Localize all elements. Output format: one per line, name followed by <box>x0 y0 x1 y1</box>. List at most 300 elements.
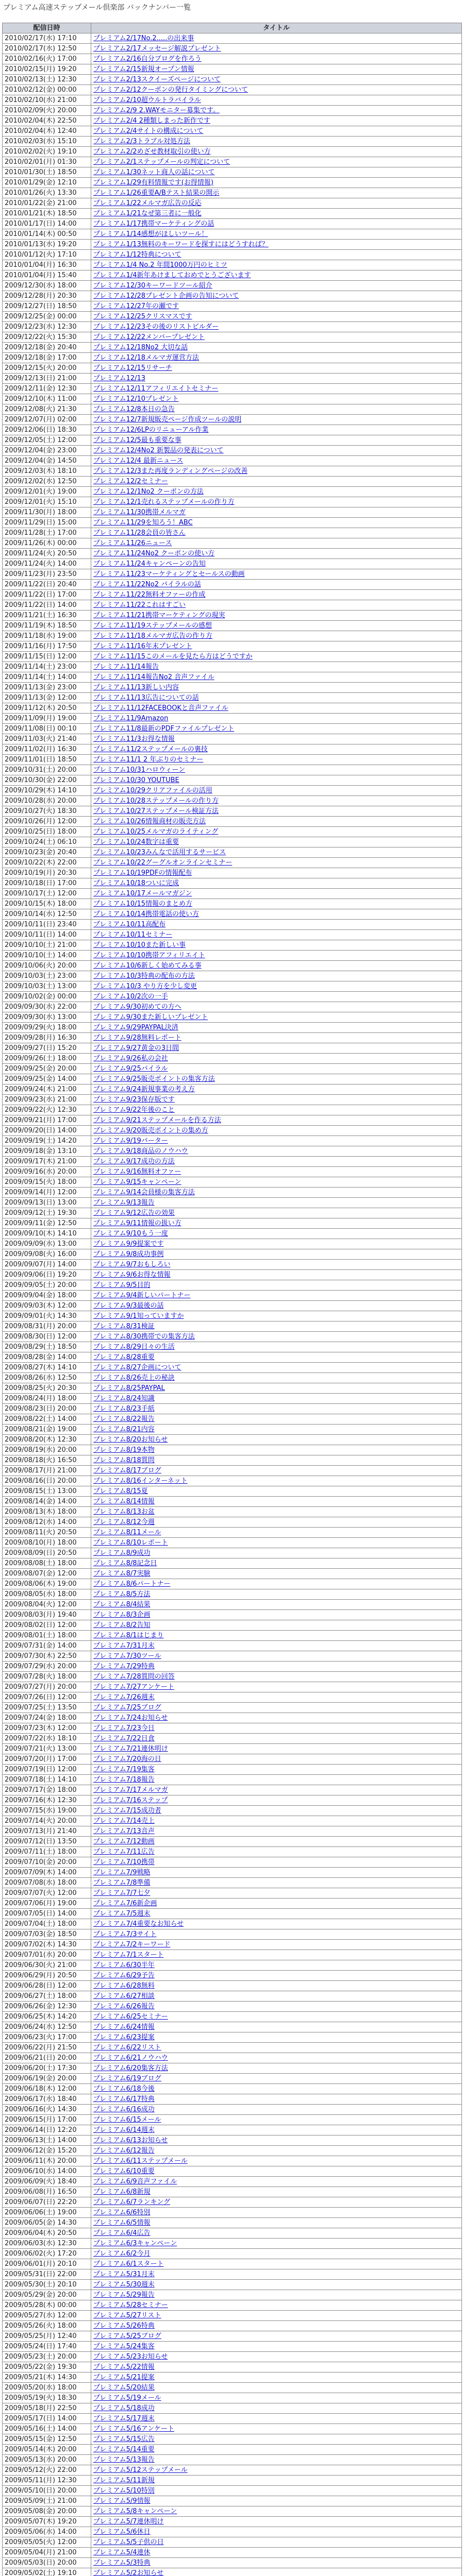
table-row <box>3 250 462 260</box>
row-title-link[interactable]: プレミアム10/28ステップメールの作り方 <box>93 797 219 805</box>
row-title-link[interactable]: プレミアム5/20結果 <box>93 2384 155 2392</box>
table-row <box>3 116 462 126</box>
row-title-link[interactable]: プレミアム7/19集客 <box>93 1766 155 1773</box>
row-title-link[interactable]: プレミアム2/10超ウルトラバイラル <box>93 96 201 104</box>
row-title-link[interactable]: プレミアム9/30初めての方へ <box>93 1003 181 1011</box>
table-row <box>3 1064 462 1074</box>
row-date: 2009/12/30(水) 18:00 <box>3 281 91 291</box>
row-title-link[interactable]: プレミアム10/14携帯電話の使い方 <box>93 910 199 918</box>
row-title-link[interactable]: プレミアム12/6LPのリニューアル作業 <box>93 426 208 434</box>
row-title-link[interactable]: プレミアム8/10レポート <box>93 1539 168 1547</box>
row-title-link[interactable]: プレミアム12/10プレゼント <box>93 395 179 403</box>
row-title-link[interactable]: プレミアム5/18成功 <box>93 2404 155 2412</box>
row-title-link[interactable]: プレミアム5/30週末 <box>93 2281 155 2289</box>
row-title-link[interactable]: プレミアム12/2セミナー <box>93 478 168 485</box>
row-title-link[interactable]: プレミアム9/3最後の話 <box>93 1302 164 1310</box>
row-title-link[interactable]: プレミアム5/23お知らせ <box>93 2353 168 2361</box>
row-title-link[interactable]: プレミアム1/4 No.2 年間1000万円のヒミツ <box>93 261 227 269</box>
row-title-link[interactable]: プレミアム6/6特別 <box>93 2209 151 2216</box>
row-title-link[interactable]: プレミアム11/2ステップメールの裏技 <box>93 745 208 753</box>
row-title-link[interactable]: プレミアム8/1はじまり <box>93 1632 164 1639</box>
row-title-link[interactable]: プレミアム12/5最も重要な事 <box>93 436 181 444</box>
row-title-link[interactable]: プレミアム7/12動画 <box>93 1838 155 1845</box>
row-title-link[interactable]: プレミアム6/28無料 <box>93 1982 155 1990</box>
table-row <box>3 1342 462 1352</box>
row-title-link[interactable]: プレミアム9/27黄金の3日間 <box>93 1044 179 1052</box>
row-title-link[interactable]: プレミアム6/20集客方法 <box>93 2064 168 2072</box>
row-title-link[interactable]: プレミアム6/11ステップメール <box>93 2157 188 2165</box>
row-title-link[interactable]: プレミアム8/4結果 <box>93 1601 151 1608</box>
row-title-link[interactable]: プレミアム12/3また再度ランディングページの改善 <box>93 467 247 475</box>
row-title-link[interactable]: プレミアム8/8記念日 <box>93 1560 157 1567</box>
row-title-cell <box>91 1466 462 1476</box>
row-date: 2009/09/12(土) 19:30 <box>3 1208 91 1218</box>
row-title-link[interactable]: プレミアム1/13無料のキーワードを探すにはどうすれば？ <box>93 241 269 248</box>
row-title-link[interactable]: プレミアム5/4連休 <box>93 2549 151 2556</box>
row-title-link[interactable]: プレミアム5/3特典 <box>93 2559 151 2567</box>
row-title-link[interactable]: プレミアム2/1ステップメールの判定について <box>93 158 230 166</box>
row-title-link[interactable]: プレミアム10/19PDFの情報配布 <box>93 869 192 877</box>
row-title-link[interactable]: プレミアム5/8キャンペーン <box>93 2507 177 2515</box>
row-title-link[interactable]: プレミアム9/25バイラル <box>93 1065 168 1073</box>
row-date: 2010/01/26(火) 13:30 <box>3 188 91 198</box>
row-title-link[interactable]: プレミアム8/21内容 <box>93 1426 155 1433</box>
table-row <box>3 2208 462 2218</box>
row-title-link[interactable]: プレミアム7/14売上 <box>93 1817 155 1825</box>
row-title-link[interactable]: プレミアム6/9音声ファイル <box>93 2178 177 2185</box>
row-title-link[interactable]: プレミアム12/18メルマガ運営方法 <box>93 354 199 362</box>
row-date: 2009/06/01(月) 20:10 <box>3 2259 91 2269</box>
row-title-link[interactable]: プレミアム2/13スクイーズページについて <box>93 76 221 83</box>
row-title-link[interactable]: プレミアム11/3お得な情報 <box>93 735 175 743</box>
row-title-link[interactable]: プレミアム5/17週末 <box>93 2415 155 2422</box>
table-row <box>3 2331 462 2342</box>
row-title-link[interactable]: プレミアム9/23保存版です <box>93 1096 175 1104</box>
row-title-link[interactable]: プレミアム10/6新しく始めてみる事 <box>93 962 202 970</box>
row-title-link[interactable]: プレミアム11/14報告 <box>93 663 159 671</box>
row-title-link[interactable]: プレミアム10/24数字は重要 <box>93 838 179 846</box>
table-row <box>3 54 462 64</box>
row-title-link[interactable]: プレミアム9/21ステップメールを作る方法 <box>93 1116 221 1124</box>
row-title-link[interactable]: プレミアム8/31検証 <box>93 1323 155 1330</box>
row-title-link[interactable]: プレミアム10/25メルマガのライティング <box>93 828 218 836</box>
table-row <box>3 1775 462 1785</box>
row-title-link[interactable]: プレミアム12/25クリスマスです <box>93 313 192 320</box>
row-title-link[interactable]: プレミアム11/28会員の皆さん <box>93 529 186 537</box>
row-title-link[interactable]: プレミアム11/23マーケティングとセールスの動画 <box>93 570 245 578</box>
row-title-link[interactable]: プレミアム5/27リスト <box>93 2312 161 2319</box>
row-title-link[interactable]: プレミアム2/16自分ブログを作ろう <box>93 55 202 63</box>
row-title-link[interactable]: プレミアム9/22年後のこと <box>93 1106 175 1114</box>
row-title-link[interactable]: プレミアム2/4 2種類しまった新作です <box>93 117 210 125</box>
row-title-link[interactable]: プレミアム7/20海の日 <box>93 1755 161 1763</box>
row-title-link[interactable]: プレミアム10/30 YOUTUBE <box>93 776 179 784</box>
row-title-link[interactable]: プレミアム9/10もう一度 <box>93 1230 168 1238</box>
row-title-link[interactable]: プレミアム9/9提案です <box>93 1240 164 1248</box>
row-title-link[interactable]: プレミアム12/23その後のリストビルダー <box>93 323 219 331</box>
row-title-link[interactable]: プレミアム8/19本物 <box>93 1446 155 1454</box>
row-title-link[interactable]: プレミアム11/15このメールを見たら方はどうですか <box>93 653 253 660</box>
row-title-link[interactable]: プレミアム11/21携帯マーケティングの現実 <box>93 612 225 619</box>
row-title-link[interactable]: プレミアム8/22報告 <box>93 1415 155 1423</box>
row-title-cell <box>91 2300 462 2311</box>
row-title-link[interactable]: プレミアム7/22日食 <box>93 1735 155 1742</box>
row-date: 2009/06/06(土) 19:00 <box>3 2208 91 2218</box>
row-title-link[interactable]: プレミアム12/4No2 新製品の発表について <box>93 447 224 454</box>
row-title-link[interactable]: プレミアム7/24お知らせ <box>93 1714 168 1722</box>
row-title-link[interactable]: プレミアム5/16アンケート <box>93 2425 174 2433</box>
row-title-link[interactable]: プレミアム7/16ステップ <box>93 1797 168 1804</box>
row-title-link[interactable]: プレミアム7/25ブログ <box>93 1704 161 1711</box>
row-title-link[interactable]: プレミアム9/26私の会社 <box>93 1055 168 1062</box>
row-title-link[interactable]: プレミアム5/25ブログ <box>93 2332 161 2340</box>
row-title-link[interactable]: プレミアム9/30また新しいプレゼント <box>93 1013 208 1021</box>
row-title-link[interactable]: プレミアム12/18No2 大切な話 <box>93 344 188 351</box>
row-title-link[interactable]: プレミアム8/14情報 <box>93 1498 155 1505</box>
row-title-link[interactable]: プレミアム12/7新規販売ページ作成ツールの説明 <box>93 416 241 423</box>
row-title-link[interactable]: プレミアム11/30携帯メルマガ <box>93 509 186 516</box>
row-title-link[interactable]: プレミアム6/13お知らせ <box>93 2137 168 2144</box>
row-title-link[interactable]: プレミアム12/8本日の急告 <box>93 405 175 413</box>
table-row <box>3 188 462 198</box>
row-title-link[interactable]: プレミアム5/12ステップメール <box>93 2466 188 2474</box>
row-title-link[interactable]: プレミアム11/13広告についての話 <box>93 694 199 702</box>
row-title-link[interactable]: プレミアム5/29報告 <box>93 2291 155 2299</box>
row-title-link[interactable]: プレミアム10/31ハロウィーン <box>93 766 185 774</box>
table-row <box>3 2249 462 2259</box>
row-title-link[interactable]: プレミアム1/22メルマガ広告の反応 <box>93 199 202 207</box>
row-title-link[interactable]: プレミアム5/21提案 <box>93 2374 155 2381</box>
row-title-link[interactable]: プレミアム10/18ついに完成 <box>93 879 179 887</box>
table-row <box>3 1404 462 1414</box>
row-title-link[interactable]: プレミアム11/24No2 クーポンの使い方 <box>93 550 214 557</box>
row-title-link[interactable]: プレミアム10/15情報のまとめ方 <box>93 900 192 908</box>
row-title-link[interactable]: プレミアム8/13お盆 <box>93 1508 155 1516</box>
row-title-link[interactable]: プレミアム2/17No.2.....の出来事 <box>93 35 194 42</box>
row-title-link[interactable]: プレミアム9/29PAYPAL決済 <box>93 1024 178 1031</box>
row-title-link[interactable]: プレミアム5/9情報 <box>93 2497 151 2505</box>
row-title-link[interactable]: プレミアム12/28プレゼント企画の告知について <box>93 292 239 300</box>
row-title-link[interactable]: プレミアム6/2今月 <box>93 2250 151 2258</box>
row-title-link[interactable]: プレミアム11/22これはすごい <box>93 601 186 609</box>
row-title-cell <box>91 167 462 178</box>
row-title-link[interactable]: プレミアム8/27企画について <box>93 1364 181 1371</box>
row-title-link[interactable]: プレミアム12/11アフィリエイトセミナー <box>93 385 218 393</box>
row-title-link[interactable]: プレミアム11/29を知ろう！ABC <box>93 519 193 527</box>
row-title-link[interactable]: プレミアム9/18商品のノウハウ <box>93 1147 188 1155</box>
row-title-link[interactable]: プレミアム1/4新年あけましておめでとうございます <box>93 272 251 279</box>
table-row <box>3 332 462 343</box>
row-title-link[interactable]: プレミアム1/14感想がほしいツール！ <box>93 230 208 238</box>
row-title-link[interactable]: プレミアム7/8準備 <box>93 1879 151 1887</box>
row-date: 2009/12/25(金) 00:00 <box>3 312 91 322</box>
row-title-link[interactable]: プレミアム9/8成功事例 <box>93 1250 164 1258</box>
row-title-link[interactable]: プレミアム2/3トラブル対処方法 <box>93 138 190 145</box>
row-title-link[interactable]: プレミアム10/17メールマガジン <box>93 890 192 897</box>
row-title-cell <box>91 1765 462 1775</box>
row-date: 2009/08/14(金) 14:00 <box>3 1497 91 1507</box>
row-title-link[interactable]: プレミアム7/4重要なお知らせ <box>93 1920 184 1928</box>
table-row <box>3 1394 462 1404</box>
row-title-link[interactable]: プレミアム8/16インターネット <box>93 1477 188 1485</box>
table-row <box>3 1950 462 1960</box>
row-title-link[interactable]: プレミアム11/13新しい内容 <box>93 684 179 691</box>
row-title-link[interactable]: プレミアム10/3特典の配布の方法 <box>93 972 195 980</box>
row-title-link[interactable]: プレミアム5/7連休明け <box>93 2518 164 2526</box>
row-title-link[interactable]: プレミアム9/7おもしろい <box>93 1261 171 1268</box>
row-title-link[interactable]: プレミアム10/11高配布 <box>93 921 165 928</box>
row-title-link[interactable]: プレミアム9/16無料オファー <box>93 1168 181 1176</box>
row-title-link[interactable]: プレミアム12/15リサーチ <box>93 364 172 372</box>
row-title-link[interactable]: プレミアム9/19バーター <box>93 1137 168 1145</box>
row-title-cell <box>91 2311 462 2321</box>
row-title-link[interactable]: プレミアム6/12報告 <box>93 2147 155 2155</box>
row-title-link[interactable]: プレミアム9/15キャンペーン <box>93 1178 181 1186</box>
row-title-link[interactable]: プレミアム6/3キャンペーン <box>93 2240 177 2247</box>
row-title-link[interactable]: プレミアム10/27ステップメール検証方法 <box>93 807 219 815</box>
row-date: 2010/02/12(金) 00:00 <box>3 85 91 95</box>
row-title-link[interactable]: プレミアム6/25セミナー <box>93 2013 168 2021</box>
row-title-link[interactable]: プレミアム7/31月末 <box>93 1642 155 1650</box>
row-date: 2009/11/09(月) 19:00 <box>3 714 91 724</box>
row-title-link[interactable]: プレミアム8/28重要 <box>93 1353 155 1361</box>
row-title-link[interactable]: プレミアム8/26売上の秘訣 <box>93 1374 175 1382</box>
row-title-link[interactable]: プレミアム6/21ノウハウ <box>93 2054 168 2062</box>
row-title-link[interactable]: プレミアム8/5方法 <box>93 1590 151 1598</box>
row-title-link[interactable]: プレミアム9/17成功の方法 <box>93 1158 175 1165</box>
row-title-link[interactable]: プレミアム9/11情報の扱い方 <box>93 1219 181 1227</box>
row-title-link[interactable]: プレミアム11/24キャンペーンの告知 <box>93 560 206 568</box>
row-title-link[interactable]: プレミアム6/16成功 <box>93 2106 155 2113</box>
row-title-link[interactable]: プレミアム6/26報告 <box>93 2003 155 2010</box>
row-title-link[interactable]: プレミアム5/24集客 <box>93 2343 155 2350</box>
row-title-link[interactable]: プレミアム7/13音声 <box>93 1827 155 1835</box>
row-title-link[interactable]: プレミアム7/15成功者 <box>93 1807 161 1815</box>
row-title-link[interactable]: プレミアム7/2キーワード <box>93 1941 171 1948</box>
row-title-link[interactable]: プレミアム10/2次の一手 <box>93 993 168 1001</box>
row-title-link[interactable]: プレミアム5/22情報 <box>93 2363 155 2371</box>
row-title-link[interactable]: プレミアム5/6休日 <box>93 2528 151 2536</box>
row-title-cell <box>91 2156 462 2166</box>
row-date: 2010/01/04(月) 16:30 <box>3 260 91 270</box>
row-title-link[interactable]: プレミアム7/21連休明け <box>93 1745 168 1753</box>
table-row <box>3 1610 462 1620</box>
row-title-link[interactable]: プレミアム6/7ランキング <box>93 2198 170 2206</box>
row-title-link[interactable]: プレミアム5/5子供の日 <box>93 2538 164 2546</box>
row-title-link[interactable]: プレミアム6/8新規 <box>93 2188 151 2196</box>
row-title-link[interactable]: プレミアム12/30キーワードツール紹介 <box>93 282 212 290</box>
row-title-link[interactable]: プレミアム7/9戦略 <box>93 1869 151 1876</box>
row-title-link[interactable]: プレミアム10/22グーグルオンラインセミナー <box>93 859 232 867</box>
row-title-link[interactable]: プレミアム5/11新規 <box>93 2477 155 2484</box>
row-title-link[interactable]: プレミアム5/14重要 <box>93 2446 155 2453</box>
row-title-link[interactable]: プレミアム9/28無料レポート <box>93 1034 181 1042</box>
row-title-link[interactable]: プレミアム11/18メルマガ広告の作り方 <box>93 632 212 640</box>
row-title-link[interactable]: プレミアム8/30携帯での集客方法 <box>93 1333 195 1341</box>
row-title-link[interactable]: プレミアム6/22リスト <box>93 2044 161 2052</box>
row-date: 2009/08/21(金) 19:00 <box>3 1425 91 1435</box>
row-title-link[interactable]: プレミアム6/19ブログ <box>93 2075 161 2082</box>
row-date: 2009/05/04(月) 21:00 <box>3 2548 91 2558</box>
row-date: 2009/10/11(日) 23:40 <box>3 920 91 930</box>
row-title-link[interactable]: プレミアム8/12今週 <box>93 1518 155 1526</box>
row-title-link[interactable]: プレミアム9/24新規事業の考え方 <box>93 1086 195 1093</box>
row-title-link[interactable]: プレミアム5/28セミナー <box>93 2301 168 2309</box>
row-title-link[interactable]: プレミアム12/1No2 クーポンの方法 <box>93 488 204 496</box>
row-title-link[interactable]: プレミアム8/9成功 <box>93 1549 151 1557</box>
row-title-link[interactable]: プレミアム8/7実験 <box>93 1570 151 1578</box>
row-title-link[interactable]: プレミアム5/2お知らせ <box>93 2569 163 2576</box>
row-title-link[interactable]: プレミアム7/7七夕 <box>93 1889 151 1897</box>
row-title-link[interactable]: プレミアム6/14週末 <box>93 2126 155 2134</box>
row-title-link[interactable]: プレミアム5/10特別 <box>93 2487 155 2495</box>
row-title-link[interactable]: プレミアム11/9Amazon <box>93 715 168 722</box>
row-title-link[interactable]: プレミアム8/15夏 <box>93 1487 148 1495</box>
row-title-link[interactable]: プレミアム5/31月末 <box>93 2270 155 2278</box>
row-title-link[interactable]: プレミアム6/1スタート <box>93 2260 164 2268</box>
row-title-cell <box>91 1033 462 1043</box>
row-title-link[interactable]: プレミアム6/24情報 <box>93 2023 155 2031</box>
row-date: 2009/06/30(火) 21:00 <box>3 1960 91 1971</box>
row-title-link[interactable]: プレミアム7/11広告 <box>93 1848 155 1856</box>
row-title-link[interactable]: プレミアム9/6お得な情報 <box>93 1271 171 1279</box>
row-title-link[interactable]: プレミアム10/29クリアファイルの活用 <box>93 787 212 794</box>
row-title-link[interactable]: プレミアム6/5情報 <box>93 2219 151 2227</box>
row-title-link[interactable]: プレミアム6/23提案 <box>93 2033 155 2041</box>
row-title-link[interactable]: プレミアム9/20販売ポイントの集め方 <box>93 1127 208 1134</box>
row-title-link[interactable]: プレミアム9/1知っていますか <box>93 1312 184 1320</box>
row-title-link[interactable]: プレミアム7/26週末 <box>93 1693 155 1701</box>
row-title-link[interactable]: プレミアム11/8最新のPDFファイルプレゼント <box>93 725 234 733</box>
row-title-link[interactable]: プレミアム10/10また新しい事 <box>93 941 186 949</box>
row-title-link[interactable]: プレミアム6/15メール <box>93 2116 161 2124</box>
row-title-link[interactable]: プレミアム10/10携帯アフィリエイト <box>93 952 205 959</box>
row-title-link[interactable]: プレミアム12/27年の瀬です <box>93 302 179 310</box>
row-title-link[interactable]: プレミアム9/25販売ポイントの集客方法 <box>93 1075 215 1083</box>
row-title-link[interactable]: プレミアム2/2めざせ教材取引の使い方 <box>93 148 211 156</box>
row-title-link[interactable]: プレミアム6/10重要 <box>93 2167 155 2175</box>
table-row <box>3 549 462 559</box>
row-title-link[interactable]: プレミアム11/1 2 年ぶりのセミナー <box>93 756 203 764</box>
row-title-link[interactable]: プレミアム7/1スタート <box>93 1951 164 1959</box>
row-title-link[interactable]: プレミアム5/26特典 <box>93 2322 155 2330</box>
row-title-link[interactable]: プレミアム9/12広告の効果 <box>93 1209 175 1217</box>
row-title-link[interactable]: プレミアム7/23今日 <box>93 1724 155 1732</box>
row-title-link[interactable]: プレミアム9/13報告 <box>93 1199 155 1207</box>
row-title-link[interactable]: プレミアム7/28質問の回答 <box>93 1673 175 1681</box>
row-title-link[interactable]: プレミアム8/23手紙 <box>93 1405 155 1413</box>
row-title-link[interactable]: プレミアム11/19ステップメールの感想 <box>93 622 212 630</box>
row-title-link[interactable]: プレミアム7/17メルマガ <box>93 1786 168 1794</box>
row-title-link[interactable]: プレミアム10/3 やり方を少し変更 <box>93 982 197 990</box>
row-title-link[interactable]: プレミアム2/12クーポンの発行タイミングについて <box>93 86 248 94</box>
row-date: 2009/08/29(土) 18:50 <box>3 1342 91 1352</box>
row-date: 2009/11/08(日) 00:10 <box>3 724 91 734</box>
row-title-link[interactable]: プレミアム8/17ブログ <box>93 1467 161 1475</box>
row-title-link[interactable]: プレミアム11/22No2 バイラルの話 <box>93 581 201 588</box>
row-title-link[interactable]: プレミアム11/26ニュース <box>93 539 172 547</box>
row-title-link[interactable]: プレミアム10/11セミナー <box>93 931 172 939</box>
row-title-link[interactable]: プレミアム8/25PAYPAL <box>93 1384 165 1392</box>
table-row <box>3 2166 462 2177</box>
row-title-link[interactable]: プレミアム8/29日々の生活 <box>93 1343 175 1351</box>
row-title-link[interactable]: プレミアム10/23みんなで活用するサービス <box>93 849 226 856</box>
row-title-link[interactable]: プレミアム8/2告知 <box>93 1621 151 1629</box>
row-title-cell <box>91 1558 462 1569</box>
table-row <box>3 1631 462 1641</box>
row-title-link[interactable]: プレミアム12/22メンバープレゼント <box>93 333 205 341</box>
row-title-link[interactable]: プレミアム1/26重要A/Bテスト結果の開示 <box>93 189 219 197</box>
row-title-link[interactable]: プレミアム6/18今後 <box>93 2085 155 2093</box>
row-title-link[interactable]: プレミアム6/29予告 <box>93 1972 155 1979</box>
row-title-link[interactable]: プレミアム5/15広告 <box>93 2435 155 2443</box>
row-title-link[interactable]: プレミアム7/30ツール <box>93 1652 161 1660</box>
row-title-link[interactable]: プレミアム7/18報告 <box>93 1776 155 1784</box>
row-title-link[interactable]: プレミアム6/17特典 <box>93 2095 155 2103</box>
row-title-link[interactable]: プレミアム11/12FACEBOOKと音声ファイル <box>93 704 228 712</box>
row-title-cell <box>91 518 462 528</box>
row-title-link[interactable]: プレミアム11/16年末プレゼント <box>93 642 192 650</box>
row-title-link[interactable]: プレミアム7/5週末 <box>93 1910 151 1918</box>
table-row <box>3 858 462 868</box>
table-row <box>3 2084 462 2094</box>
row-title-cell <box>91 1713 462 1723</box>
row-title-link[interactable]: プレミアム10/26情報商材の販売方法 <box>93 818 206 825</box>
row-title-link[interactable]: プレミアム1/12特典について <box>93 251 181 259</box>
row-title-link[interactable]: プレミアム2/17メッセージ解説プレゼント <box>93 45 221 53</box>
row-title-link[interactable]: プレミアム1/30ネット商人の話について <box>93 168 215 176</box>
row-title-link[interactable]: プレミアム9/5目的 <box>93 1281 151 1289</box>
table-row <box>3 1208 462 1218</box>
row-title-cell <box>91 1105 462 1115</box>
row-title-link[interactable]: プレミアム5/19メール <box>93 2394 161 2402</box>
row-title-link[interactable]: プレミアム7/6新企画 <box>93 1900 157 1907</box>
row-title-link[interactable]: プレミアム8/3企画 <box>93 1611 151 1619</box>
row-title-link[interactable]: プレミアム8/6パートナー <box>93 1580 171 1588</box>
row-title-link[interactable]: プレミアム8/11メール <box>93 1529 161 1536</box>
row-title-cell <box>91 1157 462 1167</box>
row-title-link[interactable]: プレミアム7/29特典 <box>93 1663 155 1670</box>
row-title-link[interactable]: プレミアム12/13 <box>93 375 145 382</box>
row-title-link[interactable]: プレミアム12/1売れるステップメールの作り方 <box>93 498 235 506</box>
row-title-link[interactable]: プレミアム9/4新しいパートナー <box>93 1292 191 1299</box>
row-title-link[interactable]: プレミアム2/9 2.WAYモニター募集です。 <box>93 107 220 114</box>
row-title-link[interactable]: プレミアム8/24知識 <box>93 1395 155 1402</box>
row-title-link[interactable]: プレミアム7/10携帯 <box>93 1858 155 1866</box>
row-title-link[interactable]: プレミアム7/3サイト <box>93 1930 157 1938</box>
row-title-link[interactable]: プレミアム7/27アンケート <box>93 1683 174 1691</box>
row-title-link[interactable]: プレミアム11/14報告No2 音声ファイル <box>93 673 214 681</box>
row-title-link[interactable]: プレミアム12/4 最新ニュース <box>93 457 183 465</box>
row-date: 2009/08/26(水) 12:50 <box>3 1373 91 1383</box>
row-title-link[interactable]: プレミアム2/15新規オープン情報 <box>93 65 194 73</box>
row-title-link[interactable]: プレミアム5/13報告 <box>93 2456 155 2464</box>
row-title-link[interactable]: プレミアム1/29有料情報です(お得情報) <box>93 179 213 187</box>
row-title-link[interactable]: プレミアム1/17携帯マーケティングの話 <box>93 220 214 228</box>
row-title-link[interactable]: プレミアム1/21なぜ第三者に一般化 <box>93 210 202 217</box>
table-row <box>3 580 462 590</box>
row-title-cell <box>91 85 462 95</box>
table-row <box>3 755 462 765</box>
row-title-link[interactable]: プレミアム8/20お知らせ <box>93 1436 168 1444</box>
row-title-link[interactable]: プレミアム6/4広告 <box>93 2229 151 2237</box>
row-title-link[interactable]: プレミアム6/27相談 <box>93 1992 155 2000</box>
row-title-link[interactable]: プレミアム2/4サイトの構成について <box>93 127 203 135</box>
row-title-link[interactable]: プレミアム11/22無料オファーの作成 <box>93 591 205 599</box>
row-title-link[interactable]: プレミアム8/18質問 <box>93 1456 155 1464</box>
row-title-link[interactable]: プレミアム9/14会員様の集客方法 <box>93 1189 195 1196</box>
row-title-link[interactable]: プレミアム6/30半年 <box>93 1961 155 1969</box>
